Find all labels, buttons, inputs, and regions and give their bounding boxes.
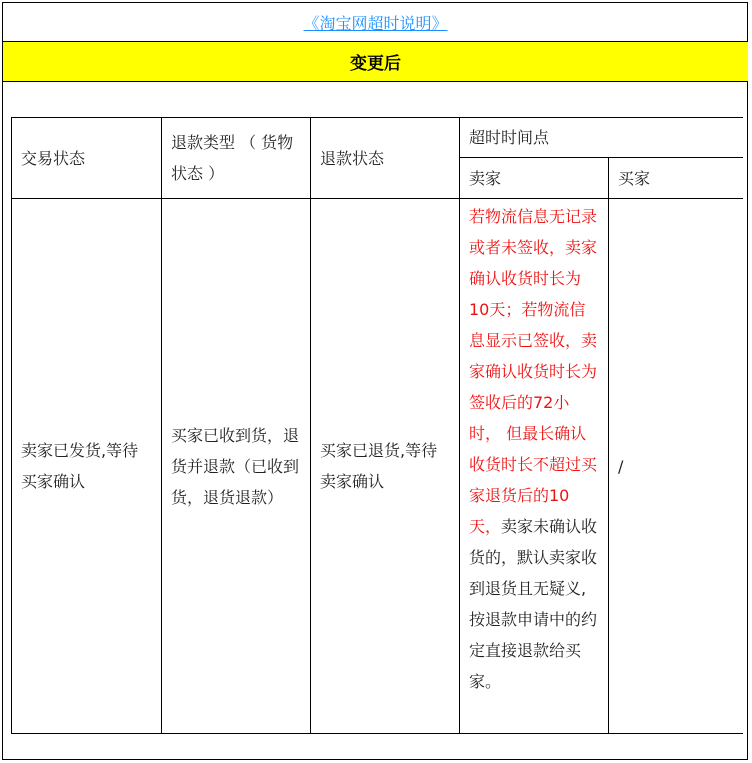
cell-refund-status: 买家已退货,等待卖家确认 <box>311 199 460 734</box>
cell-refund-type: 买家已收到货，退货并退款（已收到货，退货退款） <box>162 199 311 734</box>
seller-timeout-default-text: 卖家未确认收货的，默认卖家收到退货且无疑义,按退款申请中的约定直接退款给买家。 <box>469 517 598 691</box>
header-refund-type: 退款类型 （ 货物状态 ） <box>162 118 311 199</box>
header-row <box>12 118 743 158</box>
table-row <box>12 199 743 734</box>
timeout-table <box>11 117 743 734</box>
seller-timeout-highlighted-text: 若物流信息无记录或者未签收，卖家确认收货时长为10天；若物流信息显示已签收，卖家确认收货时长为签收后的72小时， 但最长确认收货时长不超过买家退货后的10天， <box>469 207 598 536</box>
header-refund-status: 退款状态 <box>311 118 460 199</box>
taobao-timeout-link[interactable]: 《淘宝网超时说明》 <box>303 13 448 33</box>
cell-trade-status: 卖家已发货,等待买家确认 <box>12 199 162 734</box>
cell-seller-timeout <box>460 199 609 734</box>
cell-buyer-timeout: / <box>609 199 743 734</box>
header-buyer: 买家 <box>609 158 743 199</box>
header-trade-status: 交易状态 <box>12 118 162 199</box>
header-seller: 卖家 <box>460 158 609 199</box>
changed-after-banner: 变更后 <box>3 42 748 82</box>
title-row <box>3 3 748 42</box>
header-timeout-point: 超时时间点 <box>460 118 743 158</box>
